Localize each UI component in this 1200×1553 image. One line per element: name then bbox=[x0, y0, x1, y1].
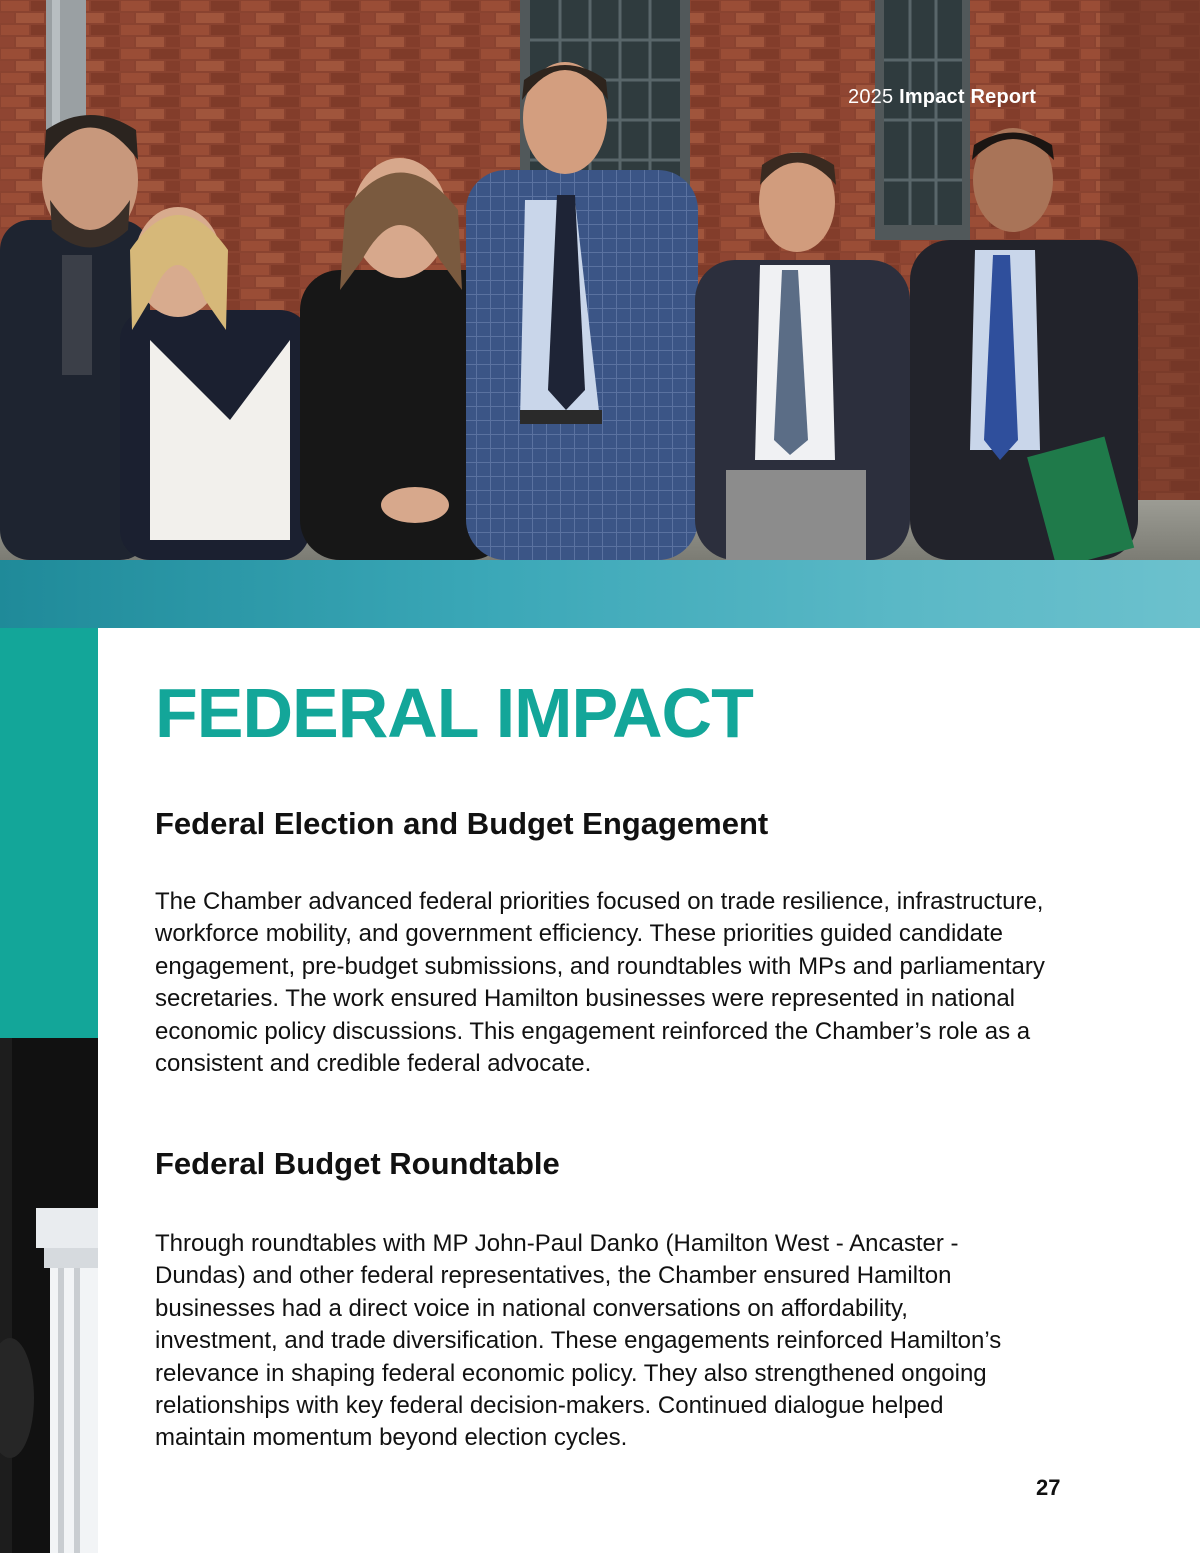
section-body-roundtable: Through roundtables with MP John-Paul Danko (Hamilton West - Ancaster - Dundas) and other federal representatives, the Chamber ensured Hamilton businesses had a direct voice in national conversations on affordability, investment, and trade diversification. These engagements reinforced Hamilton’s relevance in shaping federal economic policy. They also strengthened ongoing relationships with key federal decision-makers. Continued dialogue helped maintain momentum beyond election cycles. bbox=[155, 1230, 1002, 1452]
page-number: 27 bbox=[1036, 1475, 1061, 1500]
page-title: FEDERAL IMPACT bbox=[155, 674, 753, 752]
side-photo-image bbox=[0, 1038, 98, 1553]
side-photo-strip bbox=[0, 1038, 98, 1553]
teal-side-strip bbox=[0, 628, 98, 1038]
report-title: Impact Report bbox=[899, 86, 1037, 108]
report-label bbox=[848, 86, 1036, 109]
teal-band bbox=[0, 560, 1200, 628]
section-body-election: The Chamber advanced federal priorities focused on trade resilience, infrastructure, workforce mobility, and government efficiency. These priorities guided candidate engagement, pre-budget submissions, and roundtables with MPs and parliamentary secretaries. The work ensured Hamilton businesses were represented in national economic policy discussions. This engagement reinforced the Chamber’s role as a consistent and credible federal advocate. bbox=[155, 888, 1045, 1078]
hero-group-photo bbox=[0, 0, 1200, 560]
report-year: 2025 bbox=[848, 86, 894, 108]
group-photo-image bbox=[0, 0, 1200, 560]
section-heading-election: Federal Election and Budget Engagement bbox=[155, 806, 769, 841]
section-heading-roundtable: Federal Budget Roundtable bbox=[155, 1146, 560, 1181]
